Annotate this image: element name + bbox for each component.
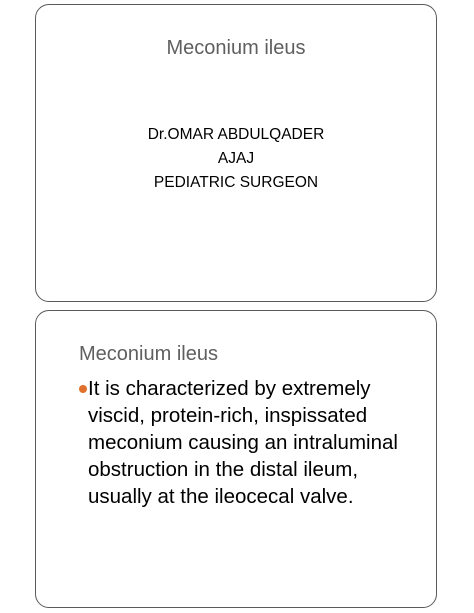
slide-2 (35, 310, 437, 608)
slide-2-title: Meconium ileus (79, 343, 218, 365)
bullet-item (79, 375, 419, 510)
author-role: PEDIATRIC SURGEON (153, 174, 319, 191)
slide-1 (35, 4, 437, 302)
author-name-line-2: AJAJ (217, 150, 255, 167)
bullet-text: It is characterized by extremely viscid, protein-rich, inspissated meconium causing an intraluminal obstruction in the distal ileum, usually at the ileocecal valve. (88, 377, 398, 508)
slide-1-title: Meconium ileus (166, 37, 306, 59)
slide-1-subtitle (36, 123, 436, 195)
bullet-icon (79, 385, 87, 393)
author-name-line-1: Dr.OMAR ABDULQADER (147, 126, 325, 143)
